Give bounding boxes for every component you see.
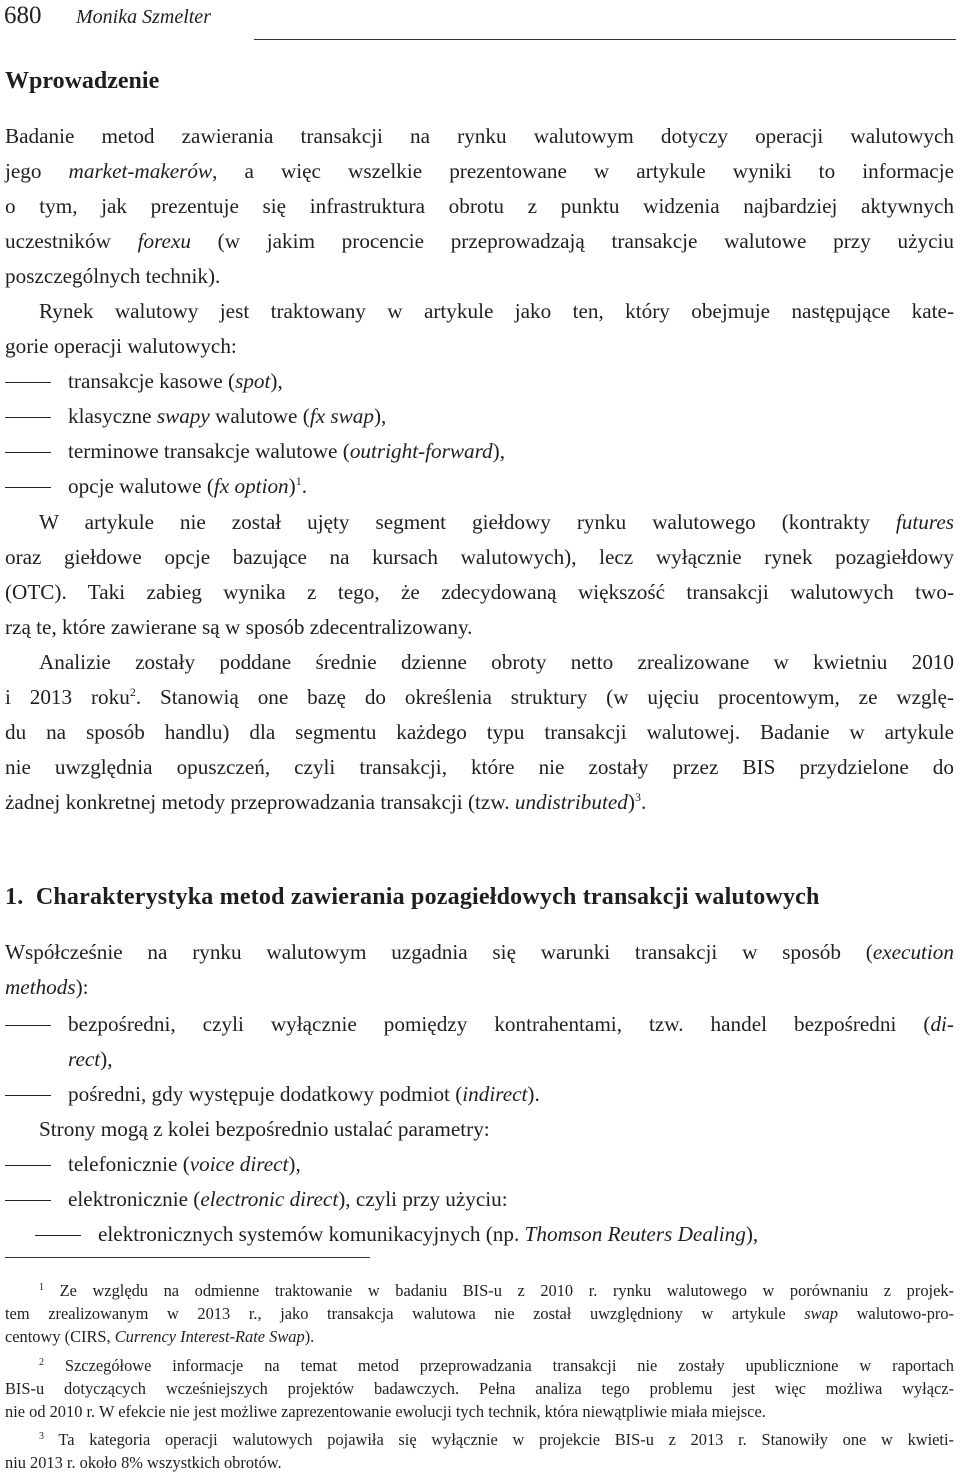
section-heading-intro: Wprowadzenie <box>5 68 160 94</box>
dash-bullet <box>5 417 51 418</box>
dash-bullet <box>5 1200 51 1201</box>
paragraph-line: (OTC). Taki zabieg wynika z tego, że zdecydowaną większość transakcji walutowych two- <box>5 580 954 604</box>
paragraph-line: uczestników forexu (w jakim procencie przeprowadzają transakcje walutowe przy użyciu <box>5 229 954 253</box>
dash-bullet <box>5 1095 51 1096</box>
footnote-ref[interactable]: 2 <box>129 685 136 699</box>
paragraph-line: jego market-makerów, a więc wszelkie prezentowane w artykule wyniki to informacje <box>5 159 954 183</box>
section-heading-1 <box>5 884 954 911</box>
section-number: 1. <box>5 884 24 910</box>
dash-bullet <box>5 1025 51 1026</box>
paragraph-line: nie uwzględnia opuszczeń, czyli transakcji, które nie zostały przez BIS przydzielone do <box>5 755 954 779</box>
paragraph-line: gorie operacji walutowych: <box>5 334 237 358</box>
footnote-number: 3 <box>39 1431 44 1442</box>
paragraph-line: poszczególnych technik). <box>5 264 221 288</box>
list-item: elektronicznie (electronic direct), czyli przy użyciu: <box>5 1182 954 1217</box>
footnote-line: niu 2013 r. około 8% wszystkich obrotów. <box>5 1453 282 1472</box>
list-item: terminowe transakcje walutowe (outright-forward), <box>5 434 954 469</box>
paragraph-line: Analizie zostały poddane średnie dzienne obroty netto zrealizowane w kwietniu 2010 <box>39 650 954 674</box>
dash-bullet <box>5 1165 51 1166</box>
paragraph-line: rzą te, które zawierane są w sposób zdecentralizowany. <box>5 615 473 639</box>
footnote-line: $^2$ Szczegółowe informacje na temat metod przeprowadzania transakcji nie zostały upublicznione w raportach <box>39 1356 954 1375</box>
footnote-line: tem zrealizowanym w 2013 r., jako transakcja walutowa nie został uwzględniony w artykule swap walutowo-pro- <box>5 1304 955 1323</box>
list-subitem: elektronicznych systemów komunikacyjnych (np. Thomson Reuters Dealing), <box>5 1217 954 1252</box>
header-rule <box>254 39 956 40</box>
paragraph-line: Badanie metod zawierania transakcji na rynku walutowym dotyczy operacji walutowych <box>5 124 954 148</box>
paragraph-line: W artykule nie został ujęty segment giełdowy rynku walutowego (kontrakty futures <box>39 510 954 534</box>
paragraph-line: i 2013 roku$^2$. Stanowią one bazę do określenia struktury (w ujęciu procentowym, ze wzglę- <box>5 685 954 709</box>
footnote-number: 2 <box>39 1357 44 1368</box>
list-item: transakcje kasowe (spot), <box>5 364 954 399</box>
footnote-ref[interactable]: 1 <box>295 474 302 488</box>
footnote-line: $^1$ Ze względu na odmienne traktowanie w badaniu BIS-u z 2010 r. rynku walutowego w porównaniu z projek- <box>39 1281 954 1300</box>
paragraph-line: o tym, jak prezentuje się infrastruktura obrotu z punktu widzenia najbardziej aktywnych <box>5 194 954 218</box>
paragraph-line: żadnej konkretnej metody przeprowadzania transakcji (tzw. undistributed)$^3$. <box>5 790 647 814</box>
running-header <box>0 0 960 44</box>
footnote-ref[interactable]: 3 <box>634 790 641 804</box>
paragraph-line: Współcześnie na rynku walutowym uzgadnia się warunki transakcji w sposób (execution <box>5 940 954 964</box>
paragraph-line: Rynek walutowy jest traktowany w artykule jako ten, który obejmuje następujące kate- <box>39 299 954 323</box>
dash-bullet <box>5 487 51 488</box>
running-author: Monika Szmelter <box>76 6 211 28</box>
footnote-line: nie od 2010 r. W efekcie nie jest możliwe zaprezentowanie ewolucji tych technik, która niewątpliwie miała miejsce. <box>5 1402 766 1421</box>
section-title: Charakterystyka metod zawierania pozagiełdowych transakcji walutowych <box>35 884 820 910</box>
footnote-line: BIS-u dotyczących wcześniejszych projektów badawczych. Pełna analiza tego problemu jest więc możliwa wyłącz- <box>5 1379 954 1398</box>
footnote-separator <box>5 1257 370 1258</box>
paragraph-line: Strony mogą z kolei bezpośrednio ustalać parametry: <box>39 1117 490 1141</box>
footnote-number: 1 <box>39 1282 44 1293</box>
list-item: pośredni, gdy występuje dodatkowy podmiot (indirect). <box>5 1077 954 1112</box>
footnote-line: $^3$ Ta kategoria operacji walutowych pojawiła się wyłącznie w projekcie BIS-u z 2013 r. Stanowiły one w kwieti- <box>39 1430 954 1449</box>
paragraph-line: oraz giełdowe opcje bazujące na kursach walutowych), lecz wyłącznie rynek pozagiełdowy <box>5 545 954 569</box>
paragraph-line: du na sposób handlu) dla segmentu każdego typu transakcji walutowej. Badanie w artykule <box>5 720 954 744</box>
dash-bullet <box>5 382 51 383</box>
list-item: klasyczne swapy walutowe (fx swap), <box>5 399 954 434</box>
dash-bullet <box>35 1235 81 1236</box>
dash-bullet <box>5 452 51 453</box>
footnote-line: centowy (CIRS, Currency Interest-Rate Swap). <box>5 1327 315 1346</box>
list-item-continuation: rect), <box>68 1047 113 1071</box>
paragraph-line: methods): <box>5 975 89 999</box>
list-item: opcje walutowe (fx option)$^1$. <box>5 469 954 507</box>
page-number: 680 <box>4 2 42 29</box>
list-item: bezpośredni, czyli wyłącznie pomiędzy kontrahentami, tzw. handel bezpośredni (di- <box>5 1007 954 1042</box>
list-item: telefonicznie (voice direct), <box>5 1147 954 1182</box>
